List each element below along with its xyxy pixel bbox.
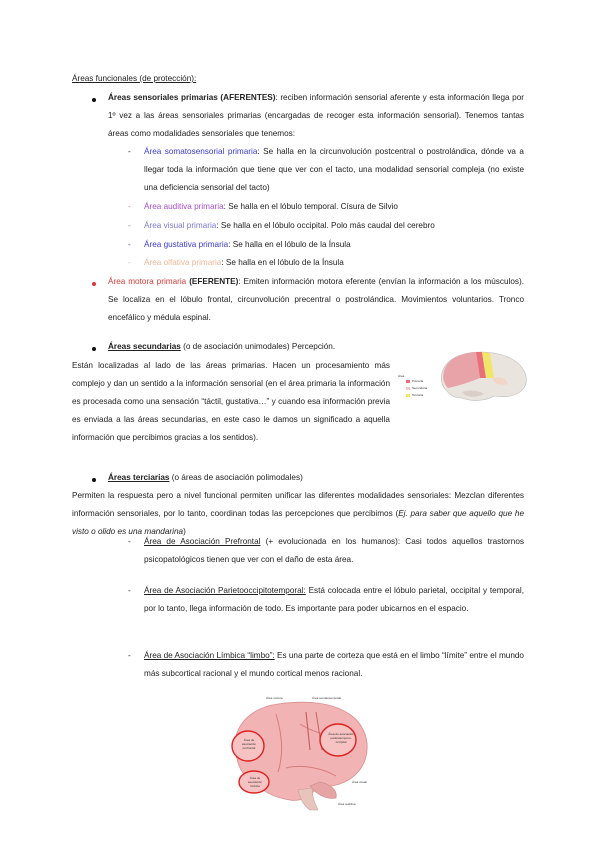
- secondary-heading-rest: (o de asociación unimodales) Percepción.: [180, 342, 336, 351]
- legend-swatch-primary: [406, 380, 410, 383]
- motor-primary-heading2: (EFERENTE): [189, 277, 239, 286]
- item-olfactory-text: : Se halla en el lóbulo de la Ínsula: [221, 258, 344, 267]
- sensory-primary-paragraph: [108, 89, 524, 143]
- item-visual-text: : Se halla en el lóbulo occipital. Polo más caudal del cerebro: [216, 221, 435, 230]
- legend-primary: Primaria: [412, 379, 424, 383]
- item-olfactory-name: Área olfativa primaria: [144, 258, 222, 267]
- label-auditory: Área auditiva: [338, 802, 356, 806]
- bullet-4: [92, 478, 96, 482]
- item-parieto-text: Está colocada entre el lóbulo parietal, occipital y temporal, por lo tanto, llega información de todo. Es importante para poder ubicarnos en el espacio.: [144, 586, 525, 613]
- bullet-3: [92, 347, 96, 351]
- legend-secondary: Secundaria: [412, 386, 428, 390]
- document-page: Áreas funcionales (de protección): Áreas sensoriales primarias (AFERENTES): reciben información sensorial aferente y esta información llega por 1º vez a las áreas sensoriales primarias (encargadas de recoger esta información sensorial). Tenemos tantas áreas como modalidades sensoriales que tenemos: - Área somatosensorial primaria: Se halla en la circunvolución postcentral o postrolándica, dónde va a llegar toda la información que tiene que ver con el tacto, una modalidad sensorial compleja (no existe una deficiencia sensorial del tacto) - Área auditiva primaria: Se halla en el lóbulo temporal. Císura de Silvio - Área visual primaria: Se halla en el lóbulo occipital. Polo más caudal del cerebro - Área gustativa primaria: Se halla en el lóbulo de la Ínsula - Área olfativa primaria: Se halla en el lóbulo de la Ínsula Área motora primaria (EFERENTE): Emiten información motora eferente (envían la información a los músculos). Se localiza en el lóbulo frontal, circunvolución precentral o postrolándica. Movimientos voluntarios. Tronco encefálico y médula espinal. Áreas secundarias (o de asociación unimodales) Percepción. Están localizadas al lado de las áreas primarias. Hacen un procesamiento más complejo y dan un sentido a la información sensorial (en el área primaria la información es procesada como una sensación “táctil, gustativa…” y cuando esa información previa es enviada a las áreas secundarias, en este caso le damos un significado a aquella información que percibimos gracias a los sentidos). Área Primaria Secundaria Terciaria Áreas terciarias (o áreas de asociación polimodales) Permiten la respuesta pero a nivel funcional permiten unificar las diferentes modalidades sensoriales: Mezclan diferentes información sensoriales, por lo tanto, coordinan todas las percepciones que percibimos (Ej. para saber que aquello que he visto o olido es una mandarina) - Área de Asociación Prefrontal (+ evolucionada en los humanos): Casi todos aquellos trastornos psicopatológicos tienen que ver con el daño de esta área. - Área de Asociación Parietooccipitotemporal: Está colocada entre el lóbulo parietal, occipital y temporal, por lo tanto, llega información de todo. Es importante para poder ubicarnos en el espacio. - Área de Asociación Límbica “limbo”: Es una parte de corteza que está en el limbo “límite” entre el mundo más subcortical racional y el mundo cortical menos racional. Área de asociación prefrontal Área de asociación parietotemporo-occipital Área de asociación límbica Área motora Área somatosensorial Área visual Área auditiva: [0, 0, 600, 848]
- tertiary-heading-line: [108, 469, 303, 487]
- item-prefrontal: [144, 533, 524, 569]
- motor-primary-paragraph: [108, 273, 524, 327]
- label-somatosensory: Área somatosensorial: [312, 696, 342, 700]
- item-visual: [144, 217, 435, 235]
- item-gustatory: [144, 236, 351, 254]
- legend-title: Área: [398, 374, 405, 378]
- item-somatosensory-text: : Se halla en la circunvolución postcentral o postrolándica, dónde va a llegar toda la información que tiene que ver con el tacto, una modalidad sensorial compleja (no existe una deficiencia sensorial del tacto): [144, 147, 524, 192]
- tertiary-paragraph-text: Permiten la respuesta pero a nivel funcional permiten unificar las diferentes modalidades sensoriales: Mezclan diferentes información sensoriales, por lo tanto, coordinan todas las percepciones que percibimos (: [72, 491, 524, 518]
- item-limbic-text: Es una parte de corteza que está en el limbo “límite” entre el mundo más subcortical racional y el mundo cortical menos racional.: [144, 651, 524, 678]
- item-limbic-name: Área de Asociación Límbica “limbo”:: [144, 651, 275, 660]
- item-olfactory: [144, 254, 344, 272]
- label-visual: Área visual: [352, 780, 367, 784]
- item-parieto-name: Área de Asociación Parietooccipitotemporal:: [144, 586, 306, 595]
- item-somatosensory: [144, 143, 524, 197]
- item-parieto: [144, 582, 524, 618]
- legend-swatch-tertiary: [406, 394, 410, 397]
- motor-primary-heading: Área motora primaria: [108, 277, 187, 286]
- brain-figure-1: [396, 348, 532, 402]
- item-prefrontal-name: Área de Asociación Prefrontal: [144, 537, 261, 546]
- sensory-primary-heading: Áreas sensoriales primarias (AFERENTES): [108, 93, 276, 102]
- legend-tertiary: Terciaria: [412, 393, 424, 397]
- tertiary-heading-rest: (o áreas de asociación polimodales): [169, 473, 303, 482]
- item-somatosensory-name: Área somatosensorial primaria: [144, 147, 258, 156]
- item-visual-name: Área visual primaria: [144, 221, 217, 230]
- bullet-2: [92, 282, 96, 286]
- bullet-1: [92, 98, 96, 102]
- item-auditory: [144, 198, 398, 216]
- brain-figure-2: [226, 694, 376, 812]
- item-gustatory-name: Área gustativa primaria: [144, 240, 229, 249]
- sensory-primary-text: : reciben información sensorial aferente y esta información llega por 1º vez a las áreas sensoriales primarias (encargadas de recoger esta información sensorial). Tenemos tantas áreas como modalidades sensoriales que tenemos:: [108, 93, 524, 138]
- secondary-paragraph: Están localizadas al lado de las áreas primarias. Hacen un procesamiento más complejo y dan un sentido a la información sensorial (en el área primaria la información es procesada como una sensación “táctil, gustativa…” y cuando esa información previa es enviada a las áreas secundarias, en este caso le damos un significado a aquella información que percibimos gracias a los sentidos).: [72, 361, 390, 442]
- secondary-heading: Áreas secundarias: [108, 342, 181, 351]
- item-limbic: [144, 647, 524, 683]
- label-limbic: Área de asociación límbica: [247, 776, 263, 788]
- item-prefrontal-text: (+ evolucionada en los humanos): Casi todos aquellos trastornos psicopatológicos tienen que ver con el daño de esta área.: [144, 537, 524, 564]
- brain-association-illustration: [226, 694, 376, 812]
- legend-swatch-secondary: [406, 387, 410, 390]
- item-gustatory-text: : Se halla en el lóbulo de la Ínsula: [228, 240, 351, 249]
- tertiary-paragraph-end: ): [183, 527, 186, 536]
- secondary-heading-line: [108, 338, 335, 356]
- tertiary-paragraph-example: Ej. para saber que aquello que he visto o olido es una mandarina: [72, 509, 524, 536]
- item-auditory-text: : Se halla en el lóbulo temporal. Císura de Silvio: [223, 202, 398, 211]
- label-motor: Área motora: [266, 696, 283, 700]
- motor-primary-text: : Emiten información motora eferente (envían la información a los músculos). Se localiza en el lóbulo frontal, circunvolución precentral o postrolándica. Movimientos voluntarios. Tronco encefálico y médula espinal.: [108, 277, 524, 322]
- tertiary-heading: Áreas terciarias: [108, 473, 170, 482]
- label-parieto: Área de asociación parietotemporo-occipital: [328, 732, 354, 744]
- section-title: Áreas funcionales (de protección):: [72, 74, 197, 83]
- item-auditory-name: Área auditiva primaria: [144, 202, 224, 211]
- label-prefrontal: Área de asociación prefrontal: [241, 738, 257, 750]
